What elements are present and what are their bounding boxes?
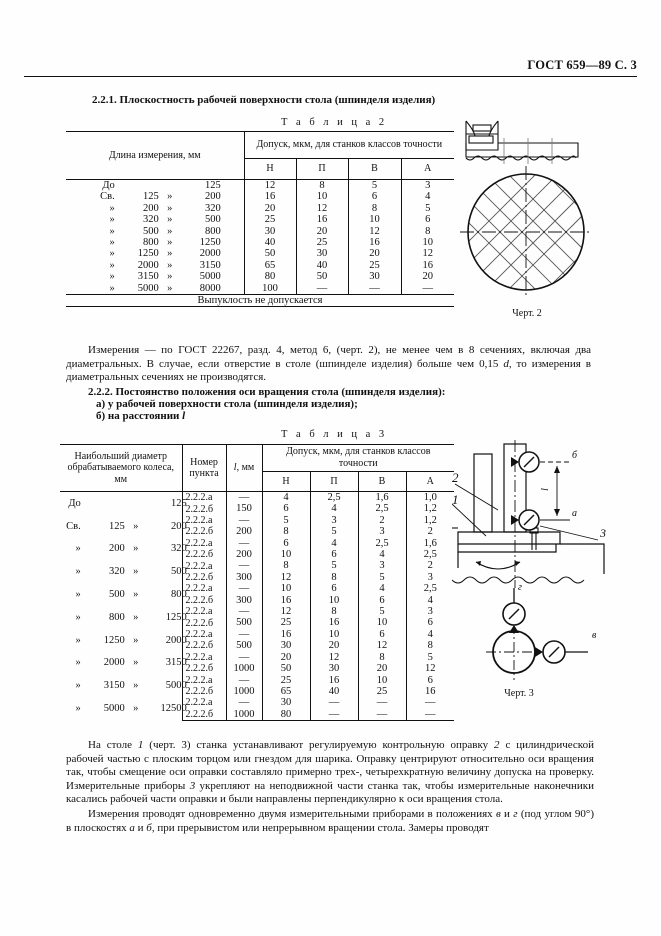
tolerance-value: 8 bbox=[406, 640, 454, 651]
tolerance-value: 50 bbox=[264, 248, 276, 260]
tolerance-value: 12 bbox=[401, 248, 454, 259]
table-3-body bbox=[60, 492, 454, 721]
figure-3-drawing bbox=[452, 440, 656, 704]
tolerance-value: 12 bbox=[296, 203, 348, 214]
figure-3-caption: Черт. 3 bbox=[504, 688, 534, 699]
distance-l-value: 300 bbox=[226, 595, 262, 606]
tolerance-value: 5 bbox=[358, 572, 406, 583]
table-row bbox=[66, 203, 454, 214]
tolerance-value: 10 bbox=[401, 237, 454, 248]
table-row bbox=[66, 283, 454, 295]
table-3-col-diameter: Наибольший диаметр обрабатываемого колеса, мм bbox=[60, 445, 182, 492]
tolerance-value: 25 bbox=[264, 214, 276, 226]
range-cell: » 320 » 500 bbox=[60, 560, 182, 583]
tolerance-value: 2 bbox=[406, 526, 454, 537]
tolerance-value: 2,5 bbox=[406, 549, 454, 560]
clause-number: 2.2.2.б bbox=[182, 686, 226, 697]
clause-number: 2.2.2.а bbox=[182, 652, 226, 663]
table-2-class-n: Н bbox=[244, 159, 296, 180]
tolerance-value: 10 bbox=[358, 675, 406, 686]
tolerance-value: — bbox=[296, 283, 348, 295]
range-cell: » 2000 » 3150 bbox=[66, 260, 244, 271]
tolerance-value: 12 bbox=[348, 226, 401, 237]
gauge-positions-diagram bbox=[486, 588, 588, 680]
clause-number: 2.2.2.а bbox=[182, 697, 226, 708]
distance-l-value: 200 bbox=[226, 549, 262, 560]
clause-number: 2.2.2.б bbox=[182, 663, 226, 674]
tolerance-value: 4 bbox=[310, 503, 358, 514]
clause-2-2-1-heading: 2.2.1. Плоскостность рабочей поверхности стола (шпинделя изделия) bbox=[92, 94, 436, 106]
tolerance-value: 4 bbox=[358, 549, 406, 560]
figure-3-label-part-3: 3 bbox=[600, 526, 606, 540]
table-row bbox=[60, 675, 454, 686]
table-row bbox=[60, 560, 454, 571]
clause-number: 2.2.2.а bbox=[182, 606, 226, 617]
table-row bbox=[60, 652, 454, 663]
tolerance-value: 2,5 bbox=[310, 492, 358, 504]
tolerance-value: 16 bbox=[401, 260, 454, 271]
table-3-class-a: А bbox=[406, 471, 454, 491]
paragraph-setup-procedure: На столе 1 (черт. 3) станка устанавливают регулируемую контрольную оправку 2 с цилиндрической рабочей частью с плоским торцом или гнездом для шарика. Оправку центрируют относительно оси вращения так, чтобы смещение оси оправки составляло примерно трех-, четырехкратную величину допуска на проверку. Измерительные приборы 3 укрепляют на неподвижной части станка так, чтобы измерительные наконечники касались рабочей части оправки и были направлены перпендикулярно к оси вращения стола. bbox=[66, 739, 594, 806]
tolerance-value: 5 bbox=[406, 652, 454, 663]
table-row bbox=[60, 697, 454, 708]
paragraph-measurement-method: Измерения — по ГОСТ 22267, разд. 4, метод 6, (черт. 2), не менее чем в 8 сечениях, включая два диаметральных. В случае, если отверстие в столе (шпинделе изделия) больше чем 0,15 d, то измерения в диаметральных сечениях не производятся. bbox=[66, 344, 591, 384]
tolerance-value: 25 bbox=[280, 617, 292, 629]
table-3 bbox=[60, 444, 454, 721]
tolerance-value: 2,5 bbox=[358, 503, 406, 514]
table-3-col-item: Номер пункта bbox=[182, 445, 226, 492]
distance-l-value: — bbox=[226, 492, 262, 504]
distance-l-value: — bbox=[226, 583, 262, 594]
tolerance-value: 3 bbox=[358, 526, 406, 537]
tolerance-value: 25 bbox=[280, 674, 292, 686]
tolerance-value: 5 bbox=[401, 203, 454, 214]
table-2-head bbox=[66, 132, 454, 180]
tolerance-value: 16 bbox=[310, 617, 358, 628]
clause-number: 2.2.2.б bbox=[182, 709, 226, 721]
tolerance-value: 3 bbox=[406, 572, 454, 583]
tolerance-value: 3 bbox=[406, 606, 454, 617]
distance-l-value: 200 bbox=[226, 526, 262, 537]
tolerance-value: — bbox=[348, 283, 401, 295]
tolerance-value: 30 bbox=[310, 663, 358, 674]
tolerance-value: 40 bbox=[264, 237, 276, 249]
tolerance-value: 10 bbox=[348, 214, 401, 225]
range-cell: » 3150 » 5000 bbox=[60, 675, 182, 698]
range-cell: » 800 » 1250 bbox=[66, 237, 244, 248]
distance-l-value: 1000 bbox=[226, 709, 262, 721]
tolerance-value: 16 bbox=[296, 214, 348, 225]
tolerance-value: 6 bbox=[283, 503, 289, 515]
distance-l-value: — bbox=[226, 538, 262, 549]
tolerance-value: 8 bbox=[283, 560, 289, 572]
clause-number: 2.2.2.а bbox=[182, 583, 226, 594]
tolerance-value: 16 bbox=[264, 191, 276, 203]
tolerance-value: — bbox=[310, 709, 358, 721]
tolerance-value: 3 bbox=[358, 560, 406, 571]
table-row bbox=[60, 606, 454, 617]
table-3-class-v: В bbox=[358, 471, 406, 491]
tolerance-value: 6 bbox=[358, 629, 406, 640]
tolerance-value: 6 bbox=[358, 595, 406, 606]
table-row bbox=[66, 226, 454, 237]
tolerance-value: 40 bbox=[296, 260, 348, 271]
tolerance-value: — bbox=[401, 283, 454, 295]
figure-3-label-part-1: 1 bbox=[452, 492, 459, 507]
paragraph-measurement-procedure: Измерения проводят одновременно двумя измерительными приборами в положениях в и г (под углом 90°) в плоскостях а и б, при прерывистом или непрерывном вращении стола. Замеры проводят bbox=[66, 808, 594, 834]
clause-number: 2.2.2.а bbox=[182, 675, 226, 686]
table-2-caption: Т а б л и ц а 2 bbox=[281, 117, 388, 128]
tolerance-value: 80 bbox=[262, 709, 310, 721]
clause-number: 2.2.2.б bbox=[182, 572, 226, 583]
clause-number: 2.2.2.а bbox=[182, 538, 226, 549]
figure-2-caption: Черт. 2 bbox=[512, 308, 542, 319]
tolerance-value: 10 bbox=[296, 191, 348, 202]
tolerance-value: 6 bbox=[348, 191, 401, 202]
tolerance-value: 2,5 bbox=[406, 583, 454, 594]
distance-l-value: 1000 bbox=[226, 663, 262, 674]
tolerance-value: 16 bbox=[406, 686, 454, 697]
page-header-standard: ГОСТ 659—89 С. 3 bbox=[527, 58, 637, 72]
table-2-class-p: П bbox=[296, 159, 348, 180]
table-3-head bbox=[60, 445, 454, 492]
tolerance-value: 25 bbox=[296, 237, 348, 248]
rotation-arrow-icon bbox=[476, 562, 520, 569]
tolerance-value: 6 bbox=[406, 617, 454, 628]
tolerance-value: 20 bbox=[264, 202, 276, 214]
tolerance-value: — bbox=[406, 697, 454, 708]
distance-l-value: — bbox=[226, 675, 262, 686]
range-cell: » 5000 » 8000 bbox=[66, 283, 244, 295]
range-cell: До 125 bbox=[60, 492, 182, 515]
leader-part-1 bbox=[452, 504, 486, 536]
tolerance-value: 4 bbox=[358, 583, 406, 594]
tolerance-value: 20 bbox=[310, 640, 358, 651]
distance-l-value: 150 bbox=[226, 503, 262, 514]
table-row bbox=[66, 191, 454, 202]
figure-3-label-pos-g: г bbox=[518, 582, 522, 593]
range-cell: До 125 bbox=[66, 180, 244, 192]
tolerance-value: 6 bbox=[310, 583, 358, 594]
tolerance-value: 6 bbox=[401, 214, 454, 225]
range-cell: Св. 125 » 200 bbox=[66, 191, 244, 202]
tolerance-value: 10 bbox=[280, 549, 292, 561]
distance-l-value: — bbox=[226, 515, 262, 526]
table-row bbox=[66, 260, 454, 271]
clause-number: 2.2.2.а bbox=[182, 515, 226, 526]
range-cell: » 200 » 320 bbox=[66, 203, 244, 214]
table-3-caption: Т а б л и ц а 3 bbox=[281, 429, 388, 440]
figure-3-label-part-2: 2 bbox=[452, 470, 459, 485]
table-side-view bbox=[466, 121, 578, 157]
tolerance-value: 8 bbox=[310, 572, 358, 583]
range-cell: » 1250 » 2000 bbox=[60, 629, 182, 652]
tolerance-value: 12 bbox=[406, 663, 454, 674]
table-row bbox=[60, 515, 454, 526]
tolerance-value: 12 bbox=[358, 640, 406, 651]
tolerance-value: 5 bbox=[310, 560, 358, 571]
tolerance-value: 16 bbox=[280, 628, 292, 640]
range-cell: » 1250 » 2000 bbox=[66, 248, 244, 259]
tolerance-value: 80 bbox=[264, 271, 276, 283]
tolerance-value: 30 bbox=[264, 225, 276, 237]
clause-number: 2.2.2.а bbox=[182, 560, 226, 571]
tolerance-value: 8 bbox=[296, 180, 348, 192]
tolerance-value: — bbox=[358, 697, 406, 708]
tolerance-value: 2 bbox=[358, 515, 406, 526]
tolerance-value: 30 bbox=[348, 271, 401, 282]
grid-pattern bbox=[452, 112, 626, 324]
tolerance-value: 16 bbox=[348, 237, 401, 248]
centre-axes bbox=[460, 166, 592, 298]
clause-2-2-2-item-b: б) на расстоянии l bbox=[96, 410, 186, 422]
rotation-arrow-head-left bbox=[476, 561, 481, 566]
table-row bbox=[66, 214, 454, 225]
tolerance-value: 20 bbox=[348, 248, 401, 259]
table-row bbox=[60, 629, 454, 640]
tolerance-value: 6 bbox=[310, 549, 358, 560]
tolerance-value: 8 bbox=[310, 606, 358, 617]
distance-l-value: 300 bbox=[226, 572, 262, 583]
clause-number: 2.2.2.б bbox=[182, 503, 226, 514]
tolerance-value: 1,6 bbox=[358, 492, 406, 504]
tolerance-value: 8 bbox=[358, 652, 406, 663]
tolerance-value: 5 bbox=[348, 180, 401, 192]
tolerance-value: 12 bbox=[280, 606, 292, 618]
tolerance-value: 30 bbox=[280, 640, 292, 652]
table-2-body bbox=[66, 180, 454, 295]
tolerance-value: 2,5 bbox=[358, 538, 406, 549]
distance-l-value: — bbox=[226, 606, 262, 617]
distance-l-value: 500 bbox=[226, 617, 262, 628]
tolerance-value: 10 bbox=[358, 617, 406, 628]
leader-part-3 bbox=[540, 526, 598, 540]
figure-3-label-l: l bbox=[539, 488, 551, 491]
table-2 bbox=[66, 131, 454, 307]
clause-number: 2.2.2.б bbox=[182, 595, 226, 606]
clause-number: 2.2.2.а bbox=[182, 629, 226, 640]
tolerance-value: 4 bbox=[283, 492, 289, 503]
table-row bbox=[66, 180, 454, 192]
range-cell: » 5000 » 12500 bbox=[60, 697, 182, 720]
tolerance-value: 16 bbox=[280, 594, 292, 606]
tolerance-value: 20 bbox=[358, 663, 406, 674]
dim-arrow-up bbox=[554, 466, 560, 473]
tolerance-value: 1,2 bbox=[406, 515, 454, 526]
table-row bbox=[66, 271, 454, 282]
tolerance-value: 4 bbox=[401, 191, 454, 202]
tolerance-value: 1,6 bbox=[406, 538, 454, 549]
tolerance-value: 65 bbox=[264, 259, 276, 271]
tolerance-value: 10 bbox=[310, 629, 358, 640]
tolerance-value: — bbox=[406, 709, 454, 721]
tolerance-value: 6 bbox=[283, 537, 289, 549]
table-2-col-measure: Длина измерения, мм bbox=[66, 132, 244, 180]
table-3-class-p: П bbox=[310, 471, 358, 491]
tolerance-value: — bbox=[358, 709, 406, 721]
tolerance-value: 10 bbox=[280, 583, 292, 595]
figure-2-drawing bbox=[452, 112, 652, 324]
figure-3-label-pos-v: в bbox=[592, 630, 597, 641]
figure-3-svg bbox=[452, 440, 656, 704]
figure-2-svg bbox=[452, 112, 652, 324]
table-2-class-a: А bbox=[401, 159, 454, 180]
tolerance-value: 3 bbox=[310, 515, 358, 526]
tolerance-value: 8 bbox=[283, 526, 289, 538]
tolerance-value: 30 bbox=[296, 248, 348, 259]
tolerance-value: 20 bbox=[280, 651, 292, 663]
distance-l-value: — bbox=[226, 560, 262, 571]
table-2-foot bbox=[66, 295, 454, 307]
clause-number: 2.2.2.б bbox=[182, 526, 226, 537]
distance-l-value: — bbox=[226, 629, 262, 640]
tolerance-value: 20 bbox=[296, 226, 348, 237]
clause-2-2-2-heading: 2.2.2. Постоянство положения оси вращения стола (шпинделя изделия): bbox=[88, 386, 446, 398]
tolerance-value: 50 bbox=[280, 663, 292, 675]
table-row bbox=[60, 492, 454, 504]
tolerance-value: 12 bbox=[264, 180, 276, 191]
table-3-col-tolerance: Допуск, мкм, для станков классов точности bbox=[262, 445, 454, 472]
tolerance-value: 8 bbox=[401, 226, 454, 237]
tolerance-value: 20 bbox=[401, 271, 454, 282]
rotation-arrow-head-right bbox=[515, 561, 520, 566]
figure-3-label-a: а bbox=[572, 508, 577, 519]
figure-3-label-b: б bbox=[572, 450, 578, 461]
tolerance-value: 100 bbox=[262, 282, 278, 294]
tolerance-value: 5 bbox=[358, 606, 406, 617]
tolerance-value: 1,2 bbox=[406, 503, 454, 514]
tolerance-value: 12 bbox=[310, 652, 358, 663]
tolerance-value: 12 bbox=[280, 571, 292, 583]
tolerance-value: 4 bbox=[310, 538, 358, 549]
table-row bbox=[66, 237, 454, 248]
tolerance-value: 50 bbox=[296, 271, 348, 282]
range-cell: » 500 » 800 bbox=[66, 226, 244, 237]
clause-number: 2.2.2.б bbox=[182, 617, 226, 628]
clause-number: 2.2.2.б bbox=[182, 640, 226, 651]
tolerance-value: 10 bbox=[310, 595, 358, 606]
tolerance-value: 4 bbox=[406, 595, 454, 606]
clause-number: 2.2.2.а bbox=[182, 492, 226, 504]
tolerance-value: 16 bbox=[310, 675, 358, 686]
tolerance-value: 5 bbox=[283, 514, 289, 526]
range-cell: » 320 » 500 bbox=[66, 214, 244, 225]
tolerance-value: 4 bbox=[406, 629, 454, 640]
clause-number: 2.2.2.б bbox=[182, 549, 226, 560]
tolerance-value: 25 bbox=[348, 260, 401, 271]
table-2-class-v: В bbox=[348, 159, 401, 180]
section-marks bbox=[504, 138, 552, 164]
distance-l-value: 1000 bbox=[226, 686, 262, 697]
tolerance-value: 65 bbox=[280, 685, 292, 697]
tolerance-value: 8 bbox=[348, 203, 401, 214]
range-cell: » 2000 » 3150 bbox=[60, 652, 182, 675]
distance-l-value: 500 bbox=[226, 640, 262, 651]
range-cell: » 3150 » 5000 bbox=[66, 271, 244, 282]
clamp-bolt-icon bbox=[452, 528, 538, 550]
range-cell: » 800 » 1250 bbox=[60, 606, 182, 629]
header-rule bbox=[24, 76, 637, 77]
tolerance-value: 5 bbox=[310, 526, 358, 537]
distance-l-value: — bbox=[226, 652, 262, 663]
table-row bbox=[60, 583, 454, 594]
tolerance-value: 1,0 bbox=[406, 492, 454, 504]
tolerance-value: 25 bbox=[358, 686, 406, 697]
range-cell: Св. 125 » 200 bbox=[60, 515, 182, 538]
range-cell: » 200 » 320 bbox=[60, 538, 182, 561]
table-2-footnote: Выпуклость не допускается bbox=[66, 295, 454, 307]
table-row bbox=[60, 538, 454, 549]
tolerance-value: — bbox=[310, 697, 358, 708]
table-3-col-l: l, мм bbox=[226, 445, 262, 492]
tolerance-value: 3 bbox=[401, 180, 454, 192]
tolerance-value: 30 bbox=[280, 697, 292, 709]
range-cell: » 500 » 800 bbox=[60, 583, 182, 606]
tolerance-value: 40 bbox=[310, 686, 358, 697]
table-3-class-n: Н bbox=[262, 471, 310, 491]
distance-l-value: — bbox=[226, 697, 262, 708]
table-2-col-tolerance: Допуск, мкм, для станков классов точности bbox=[244, 132, 454, 159]
table-row bbox=[66, 248, 454, 259]
dim-arrow-down bbox=[554, 509, 560, 516]
tolerance-value: 6 bbox=[406, 675, 454, 686]
tolerance-value: 2 bbox=[406, 560, 454, 571]
clause-2-2-2-item-a: а) у рабочей поверхности стола (шпинделя изделия); bbox=[96, 398, 358, 410]
